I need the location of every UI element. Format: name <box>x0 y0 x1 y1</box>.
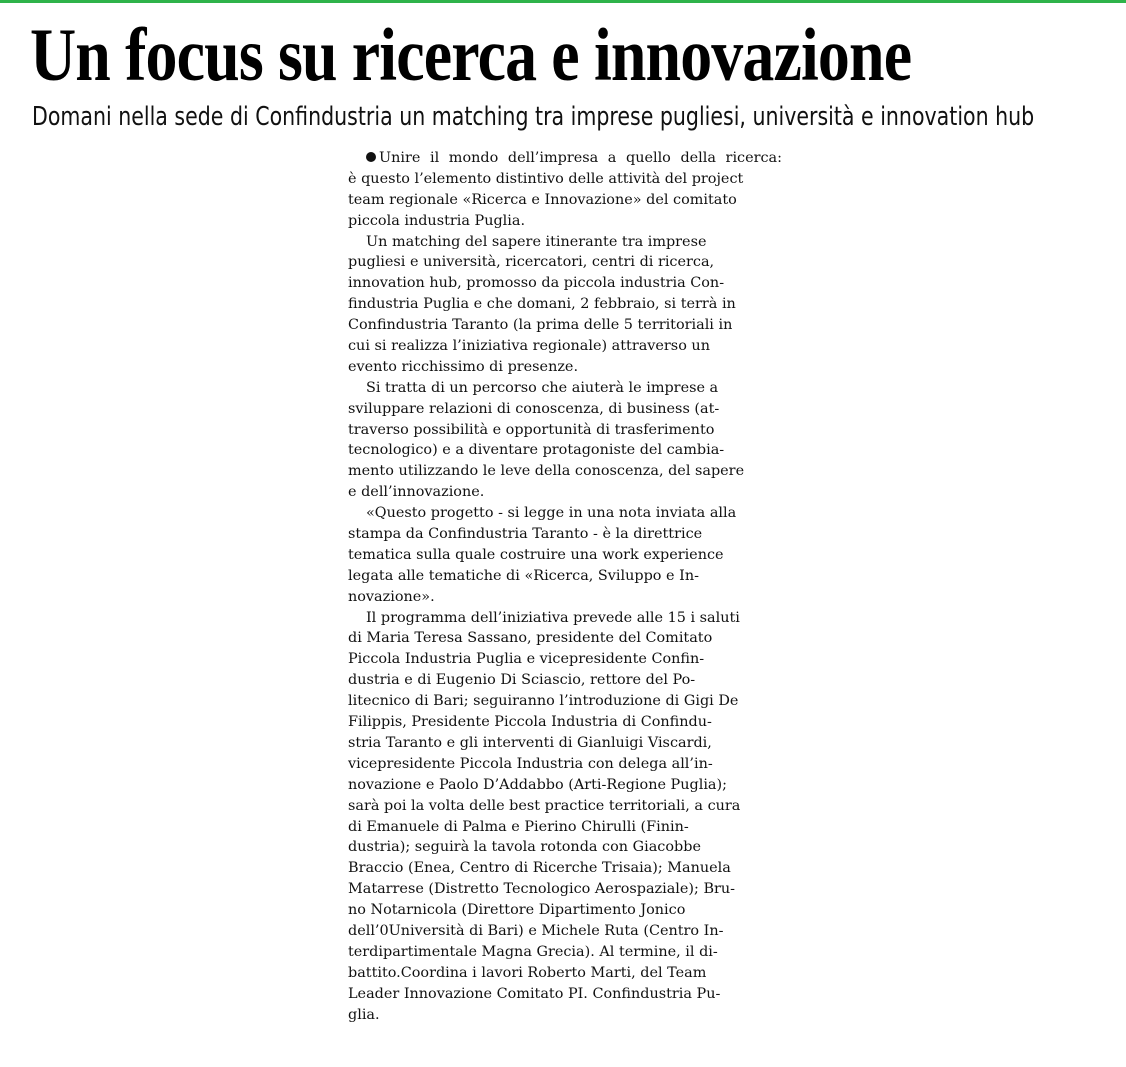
paragraph-line: glia. <box>348 1006 380 1023</box>
paragraph-line: novazione». <box>348 588 435 605</box>
paragraph-line: novazione e Paolo D’Addabbo (Arti-Regione Puglia); <box>348 776 727 793</box>
paragraph-line: e dell’innovazione. <box>348 484 485 501</box>
line-text: Unire il mondo dell’impresa a quello della ricerca: <box>379 150 782 166</box>
paragraph-line: battito.Coordina i lavori Roberto Marti, del Team <box>348 964 707 981</box>
paragraph-line: dell’0Università di Bari) e Michele Ruta (Centro In- <box>348 922 724 939</box>
paragraph-line: «Questo progetto - si legge in una nota inviata alla <box>366 505 737 522</box>
paragraph-line: tematica sulla quale costruire una work experience <box>348 546 724 563</box>
paragraph-line: Braccio (Enea, Centro di Ricerche Trisaia); Manuela <box>348 860 731 877</box>
paragraph-line: dustria); seguirà la tavola rotonda con Giacobbe <box>348 839 701 856</box>
paragraph-4 <box>348 503 782 607</box>
paragraph-line: sviluppare relazioni di conoscenza, di business (at- <box>348 400 720 417</box>
paragraph-2 <box>348 232 782 378</box>
headline: Un focus su ricerca e innovazione <box>30 14 912 97</box>
paragraph-line: sarà poi la volta delle best practice territoriali, a cura <box>348 797 741 814</box>
paragraph-line: Leader Innovazione Comitato PI. Confindustria Pu- <box>348 985 721 1002</box>
paragraph-line: Confindustria Taranto (la prima delle 5 territoriali in <box>348 317 733 334</box>
paragraph-line: tecnologico) e a diventare protagoniste del cambia- <box>348 442 725 459</box>
paragraph-line: stampa da Confindustria Taranto - è la direttrice <box>348 526 703 543</box>
paragraph-line: di Emanuele di Palma e Pierino Chirulli (Finin- <box>348 818 689 835</box>
paragraph-line: Matarrese (Distretto Tecnologico Aerospaziale); Bru- <box>348 881 736 898</box>
paragraph-line: stria Taranto e gli interventi di Gianluigi Viscardi, <box>348 734 712 751</box>
paragraph-line: Filippis, Presidente Piccola Industria di Confindu- <box>348 714 712 731</box>
paragraph-line: dustria e di Eugenio Di Sciascio, rettore del Po- <box>348 672 696 689</box>
paragraph-5 <box>348 608 782 1026</box>
paragraph-line: mento utilizzando le leve della conoscenza, del sapere <box>348 463 745 480</box>
paragraph-line: Un matching del sapere itinerante tra imprese <box>366 233 707 250</box>
paragraph-line: innovation hub, promosso da piccola industria Con- <box>348 275 725 292</box>
paragraph-line: litecnico di Bari; seguiranno l’introduzione di Gigi De <box>348 693 739 710</box>
paragraph-line: cui si realizza l’iniziativa regionale) attraverso un <box>348 338 710 355</box>
paragraph-line: Si tratta di un percorso che aiuterà le imprese a <box>366 379 719 396</box>
paragraph-line: team regionale «Ricerca e Innovazione» del comitato <box>348 191 737 208</box>
paragraph-line: no Notarnicola (Direttore Dipartimento Jonico <box>348 902 686 919</box>
paragraph-line: pugliesi e università, ricercatori, centri di ricerca, <box>348 254 715 271</box>
lead-bullet-icon <box>366 152 376 162</box>
paragraph-line: vicepresidente Piccola Industria con delega all’in- <box>348 755 713 772</box>
paragraph-line: terdipartimentale Magna Grecia). Al termine, il di- <box>348 943 718 960</box>
subheadline: Domani nella sede di Confindustria un matching tra imprese pugliesi, università e innovation hub <box>32 102 1035 132</box>
paragraph-1 <box>348 148 782 232</box>
top-green-rule <box>0 0 1126 3</box>
article-body <box>348 148 782 1025</box>
paragraph-line: piccola industria Puglia. <box>348 212 526 229</box>
paragraph-line: di Maria Teresa Sassano, presidente del Comitato <box>348 630 713 647</box>
paragraph-line: legata alle tematiche di «Ricerca, Sviluppo e In- <box>348 567 699 584</box>
paragraph-line: evento ricchissimo di presenze. <box>348 358 579 375</box>
paragraph-line: traverso possibilità e opportunità di trasferimento <box>348 421 715 438</box>
paragraph-line: Piccola Industria Puglia e vicepresidente Confin- <box>348 651 705 668</box>
paragraph-3 <box>348 378 782 503</box>
paragraph-line: Il programma dell’iniziativa prevede alle 15 i saluti <box>366 609 740 626</box>
paragraph-line: findustria Puglia e che domani, 2 febbraio, si terrà in <box>348 296 736 313</box>
paragraph-line <box>348 148 782 169</box>
paragraph-line: è questo l’elemento distintivo delle attività del project <box>348 170 744 187</box>
